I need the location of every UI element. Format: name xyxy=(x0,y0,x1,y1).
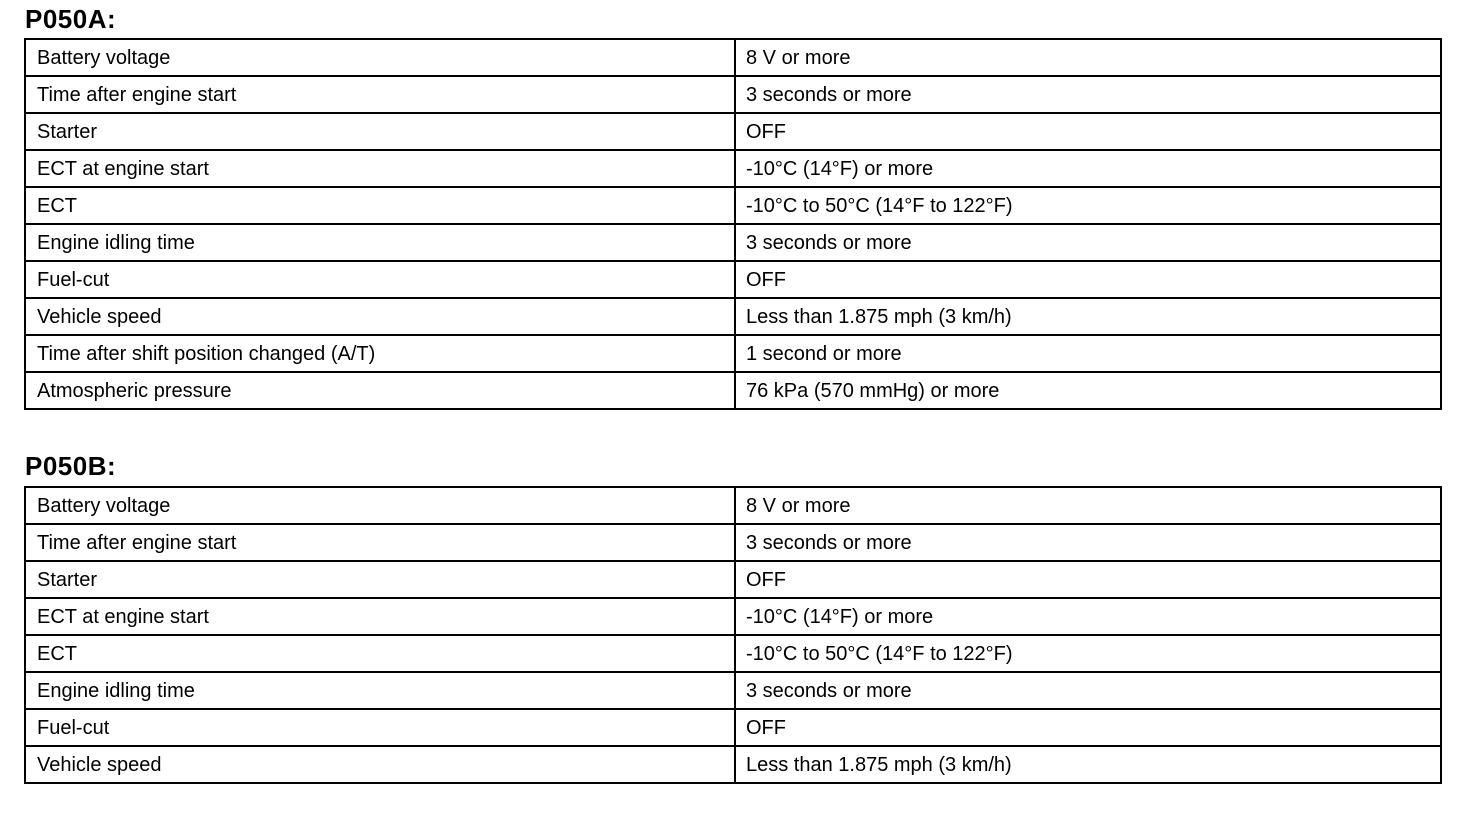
condition-value-cell: 3 seconds or more xyxy=(735,524,1441,561)
condition-value-cell: -10°C to 50°C (14°F to 122°F) xyxy=(735,635,1441,672)
table-row xyxy=(25,635,1441,672)
table-row xyxy=(25,335,1441,372)
table-row xyxy=(25,224,1441,261)
condition-name-cell: Time after shift position changed (A/T) xyxy=(25,335,735,372)
table-row xyxy=(25,561,1441,598)
condition-name-cell: ECT at engine start xyxy=(25,150,735,187)
table-row xyxy=(25,187,1441,224)
table-row xyxy=(25,672,1441,709)
table-row xyxy=(25,746,1441,783)
table-row xyxy=(25,487,1441,524)
condition-value-cell: 3 seconds or more xyxy=(735,76,1441,113)
table-row xyxy=(25,372,1441,409)
conditions-table-body xyxy=(25,39,1441,409)
conditions-table-p050a xyxy=(24,38,1442,410)
condition-value-cell: 3 seconds or more xyxy=(735,224,1441,261)
condition-name-cell: ECT xyxy=(25,187,735,224)
condition-value-cell: OFF xyxy=(735,113,1441,150)
condition-name-cell: Engine idling time xyxy=(25,672,735,709)
condition-name-cell: ECT xyxy=(25,635,735,672)
condition-name-cell: Battery voltage xyxy=(25,487,735,524)
table-row xyxy=(25,113,1441,150)
condition-value-cell: 3 seconds or more xyxy=(735,672,1441,709)
condition-value-cell: OFF xyxy=(735,709,1441,746)
condition-name-cell: Fuel-cut xyxy=(25,261,735,298)
condition-value-cell: OFF xyxy=(735,561,1441,598)
section-heading-p050b: P050B: xyxy=(25,451,117,481)
condition-value-cell: -10°C (14°F) or more xyxy=(735,150,1441,187)
condition-name-cell: Fuel-cut xyxy=(25,709,735,746)
condition-value-cell: OFF xyxy=(735,261,1441,298)
condition-value-cell: Less than 1.875 mph (3 km/h) xyxy=(735,746,1441,783)
condition-name-cell: Atmospheric pressure xyxy=(25,372,735,409)
condition-name-cell: Engine idling time xyxy=(25,224,735,261)
condition-value-cell: 8 V or more xyxy=(735,39,1441,76)
table-row xyxy=(25,598,1441,635)
condition-value-cell: -10°C to 50°C (14°F to 122°F) xyxy=(735,187,1441,224)
condition-name-cell: Battery voltage xyxy=(25,39,735,76)
condition-value-cell: 1 second or more xyxy=(735,335,1441,372)
condition-value-cell: 8 V or more xyxy=(735,487,1441,524)
condition-name-cell: Time after engine start xyxy=(25,524,735,561)
table-row xyxy=(25,150,1441,187)
condition-name-cell: Starter xyxy=(25,113,735,150)
condition-name-cell: Time after engine start xyxy=(25,76,735,113)
table-row xyxy=(25,709,1441,746)
section-heading-p050a: P050A: xyxy=(25,4,117,34)
condition-value-cell: Less than 1.875 mph (3 km/h) xyxy=(735,298,1441,335)
condition-name-cell: Starter xyxy=(25,561,735,598)
condition-value-cell: 76 kPa (570 mmHg) or more xyxy=(735,372,1441,409)
conditions-table-p050b xyxy=(24,486,1442,784)
table-row xyxy=(25,39,1441,76)
table-row xyxy=(25,298,1441,335)
condition-value-cell: -10°C (14°F) or more xyxy=(735,598,1441,635)
condition-name-cell: Vehicle speed xyxy=(25,298,735,335)
table-row xyxy=(25,76,1441,113)
condition-name-cell: ECT at engine start xyxy=(25,598,735,635)
table-row xyxy=(25,261,1441,298)
conditions-table-body xyxy=(25,487,1441,783)
table-row xyxy=(25,524,1441,561)
condition-name-cell: Vehicle speed xyxy=(25,746,735,783)
